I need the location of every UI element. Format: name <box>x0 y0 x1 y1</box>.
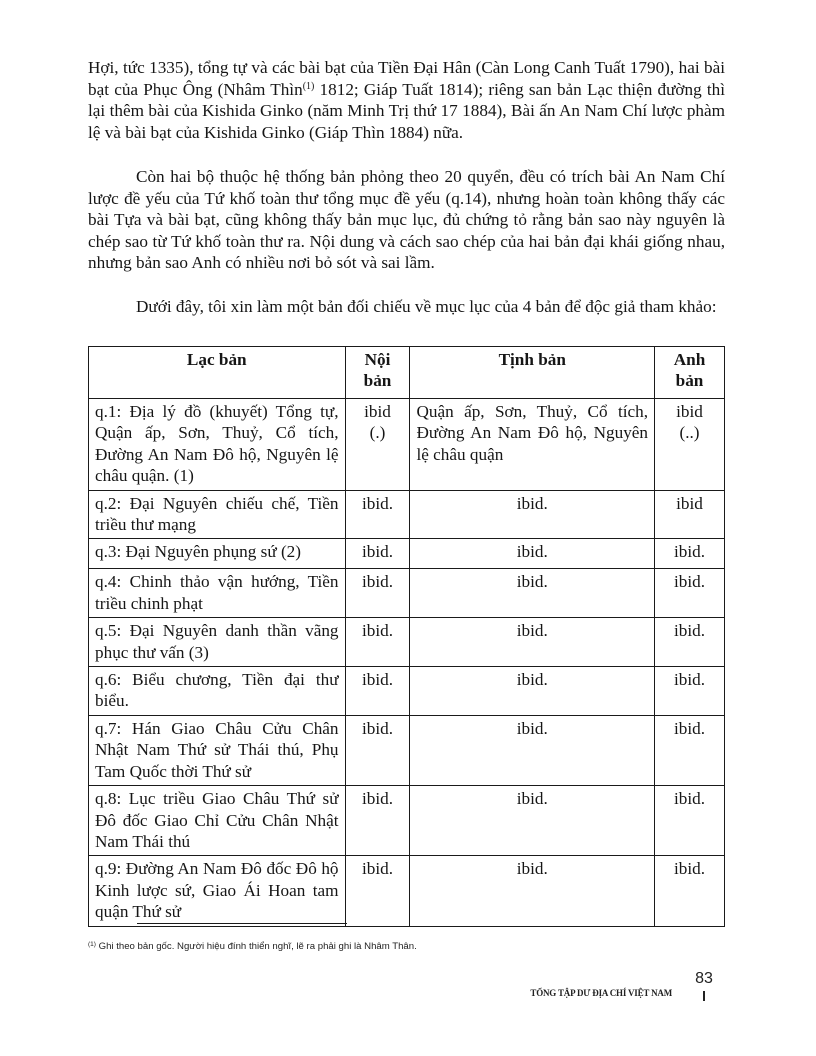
cell-tinh-ban: ibid. <box>410 715 655 785</box>
cell-lac-ban: q.2: Đại Nguyên chiếu chế, Tiền triều thư mạng <box>89 490 346 539</box>
comparison-table <box>88 346 725 927</box>
header-noi-ban-line1: Nội <box>364 350 391 369</box>
paragraph-1-text-b: 1812; Giáp Tuất 1814); riêng san bản Lạc thiện đường thì lại thêm bài của Kishida Ginko (năm Minh Trị thứ 17 1884), Bài ấn An Nam Chí lược phàm lệ và bài bạt của Kishida Ginko (Giáp Thìn 1884) nữa. <box>88 79 726 142</box>
header-lac-ban: Lạc bản <box>89 347 346 399</box>
footnote-text: Ghi theo bản gốc. Người hiệu đính thiển nghĩ, lẽ ra phải ghi là Nhâm Thân. <box>95 941 417 952</box>
footnote-divider <box>137 923 347 924</box>
cell-noi-ban: ibid. <box>345 490 410 539</box>
cell-lac-ban: q.5: Đại Nguyên danh thần vãng phục thư vấn (3) <box>89 618 346 667</box>
cell-lac-ban: q.1: Địa lý đồ (khuyết) Tổng tự, Quận ấp, Sơn, Thuỷ, Cổ tích, Đường An Nam Đô hộ, Nguyên lệ châu quận. (1) <box>89 399 346 491</box>
table-row <box>89 786 725 856</box>
header-noi-ban <box>345 347 410 399</box>
table-row <box>89 715 725 785</box>
table-row <box>89 539 725 569</box>
cell-lac-ban: q.7: Hán Giao Châu Cửu Chân Nhật Nam Thứ sử Thái thú, Phụ Tam Quốc thời Thứ sử <box>89 715 346 785</box>
paragraph-1 <box>88 57 725 143</box>
header-anh-ban-line2: bản <box>675 371 704 391</box>
cell-noi-ban-line1: ibid <box>364 402 391 421</box>
cell-anh-ban: ibid. <box>655 539 725 569</box>
cell-lac-ban: q.4: Chinh thảo vận hướng, Tiền triều chinh phạt <box>89 569 346 618</box>
cell-lac-ban: q.8: Lục triều Giao Châu Thứ sử Đô đốc Giao Chỉ Cửu Chân Nhật Nam Thái thú <box>89 786 346 856</box>
cell-lac-ban: q.6: Biểu chương, Tiền đại thư biểu. <box>89 667 346 716</box>
page-tick-mark <box>703 991 705 1001</box>
table-row <box>89 667 725 716</box>
table-row <box>89 856 725 926</box>
cell-noi-ban: ibid. <box>345 539 410 569</box>
footnote <box>88 941 728 953</box>
table-row <box>89 618 725 667</box>
cell-noi-ban: ibid. <box>345 786 410 856</box>
footnote-marker: (1) <box>88 941 96 948</box>
cell-tinh-ban: ibid. <box>410 786 655 856</box>
cell-noi-ban: ibid. <box>345 569 410 618</box>
header-tinh-ban: Tịnh bản <box>410 347 655 399</box>
cell-tinh-ban: ibid. <box>410 856 655 926</box>
cell-noi-ban-line2: (.) <box>369 423 386 443</box>
table-row <box>89 490 725 539</box>
cell-lac-ban: q.9: Đường An Nam Đô đốc Đô hộ Kinh lược sứ, Giao Ái Hoan tam quận Thứ sử <box>89 856 346 926</box>
cell-lac-ban: q.3: Đại Nguyên phụng sứ (2) <box>89 539 346 569</box>
header-noi-ban-line2: bản <box>363 371 392 391</box>
paragraph-3: Dưới đây, tôi xin làm một bản đối chiếu về mục lục của 4 bản để độc giả tham khảo: <box>136 297 717 316</box>
running-title: TỔNG TẬP DƯ ĐỊA CHÍ VIỆT NAM <box>530 988 672 998</box>
header-anh-ban-line1: Anh <box>673 350 706 369</box>
cell-anh-ban: ibid. <box>655 618 725 667</box>
cell-anh-ban: ibid. <box>655 786 725 856</box>
cell-noi-ban: ibid. <box>345 715 410 785</box>
cell-noi-ban: ibid. <box>345 856 410 926</box>
footnote-ref: (1) <box>302 80 315 92</box>
cell-anh-ban: ibid. <box>655 569 725 618</box>
cell-tinh-ban: Quận ấp, Sơn, Thuỷ, Cổ tích, Đường An Nam Đô hộ, Nguyên lệ châu quận <box>410 399 655 491</box>
cell-anh-ban-line1: ibid <box>676 402 703 421</box>
cell-anh-ban: ibid. <box>655 667 725 716</box>
cell-anh-ban: ibid. <box>655 715 725 785</box>
cell-tinh-ban: ibid. <box>410 539 655 569</box>
cell-noi-ban: ibid. <box>345 667 410 716</box>
table-row <box>89 569 725 618</box>
page-number: 83 <box>695 970 713 987</box>
cell-noi-ban: ibid. <box>345 618 410 667</box>
table-header-row <box>89 347 725 399</box>
cell-tinh-ban: ibid. <box>410 667 655 716</box>
header-anh-ban <box>655 347 725 399</box>
cell-tinh-ban: ibid. <box>410 490 655 539</box>
cell-anh-ban-line2: (..) <box>679 423 700 443</box>
paragraph-2: Còn hai bộ thuộc hệ thống bản phỏng theo 20 quyển, đều có trích bài An Nam Chí lược đề yếu của Tứ khố toàn thư tổng mục đề yếu (q.14), nhưng hoàn toàn không thấy các bài Tựa và bài bạt, cũng không thấy bản mục lục, đủ chứng tỏ rằng bản sao này nguyên là chép sao từ Tứ khố toàn thư ra. Nội dung và cách sao chép của hai bản đại khái giống nhau, nhưng bản sao Anh có nhiều nơi bỏ sót và sai lầm. <box>88 167 725 273</box>
cell-tinh-ban: ibid. <box>410 618 655 667</box>
cell-anh-ban: ibid <box>655 490 725 539</box>
cell-tinh-ban: ibid. <box>410 569 655 618</box>
cell-noi-ban <box>345 399 410 491</box>
table-row <box>89 399 725 491</box>
paragraph-1-text-a: Hợi, tức 1335), tổng tự và các bài bạt của Tiền Đại Hân (Càn Long Canh Tuất 1790), hai bài bạt của Phục Ông (Nhâm Thìn <box>88 58 725 99</box>
cell-anh-ban: ibid. <box>655 856 725 926</box>
cell-anh-ban <box>655 399 725 491</box>
